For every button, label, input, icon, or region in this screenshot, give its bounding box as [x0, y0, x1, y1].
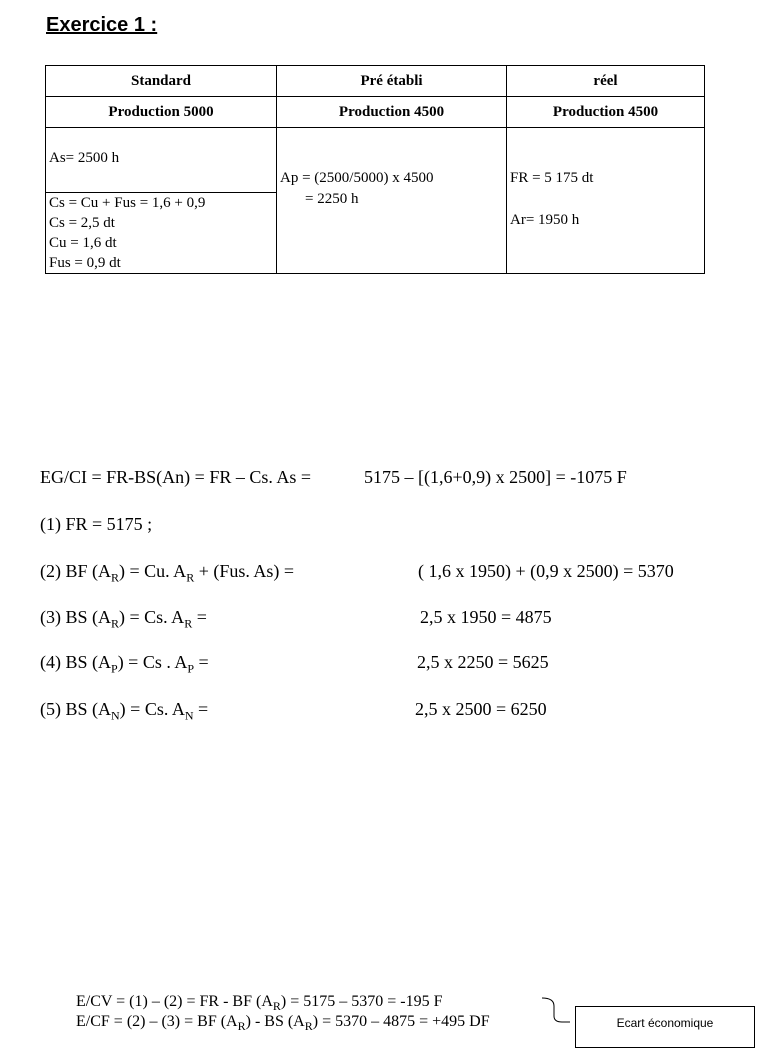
standard-table [45, 65, 705, 274]
standard-cell [46, 128, 277, 274]
ecart-economique-box: Ecart économique [575, 1006, 755, 1048]
equation-5: (5) BS $(A_N) = Cs$. $A_N$ = [40, 699, 209, 723]
equation-2: (2) BF $(A_R) = Cu$. $A_R + (Fus$. As) = [40, 561, 295, 585]
table-header-row [46, 66, 705, 97]
standard-line: Cs = 2,5 dt [49, 215, 115, 231]
standard-line: Fus = 0,9 dt [49, 255, 121, 271]
subheader-reel: Production 4500 [507, 97, 705, 128]
equation-1: (1) FR = 5175 ; [40, 514, 153, 534]
reel-line: FR = 5 175 dt [510, 170, 594, 186]
standard-line: Cs = Cu + Fus = 1,6 + 0,9 [49, 195, 206, 211]
header-reel: réel [507, 66, 705, 97]
table-body-row [46, 128, 705, 274]
header-standard: Standard [46, 66, 277, 97]
subheader-standard: Production 5000 [46, 97, 277, 128]
equation-3: (3) BS $(A_R) = Cs$. $A_R$ = [40, 607, 207, 631]
header-preetabli: Pré établi [277, 66, 507, 97]
preetabli-cell [277, 128, 507, 274]
exercise-title: Exercice 1 : [46, 14, 158, 36]
equation-eg-value: 5175 – [(1,6+0,9) x 2500] = -1075 F [364, 467, 627, 487]
standard-line: Cu = 1,6 dt [49, 235, 117, 251]
preetabli-line: Ap = (2500/5000) x 4500 [280, 170, 434, 186]
brace-connector [540, 996, 570, 1036]
equation-eg: EG/CI = FR-BS(An) = FR – Cs. As = [40, 467, 312, 487]
equation-4-value: 2,5 x 2250 = 5625 [417, 652, 549, 672]
reel-cell [507, 128, 705, 274]
table-subheader-row [46, 97, 705, 128]
standard-as: As= 2500 h [49, 150, 120, 166]
reel-line: Ar= 1950 h [510, 212, 580, 228]
equation-3-value: 2,5 x 1950 = 4875 [420, 607, 552, 627]
standard-as-box [46, 128, 276, 193]
equation-2-value: ( 1,6 x 1950) + (0,9 x 2500) = 5370 [418, 561, 674, 581]
preetabli-line: = 2250 h [305, 191, 359, 207]
subheader-preetabli: Production 4500 [277, 97, 507, 128]
equation-ecv: E/CV = (1) – (2) = FR - BF $(A_R) = 5175 - 5370 = -195$ F [76, 993, 443, 1014]
equation-ecf: E/CF = (2) – (3) = BF $(A_R)$ - BS $(A_R) = 5370 - 4875 = +495$ DF [76, 1013, 490, 1034]
equation-4: (4) BS $(A_P) = Cs$ . $A_P$ = [40, 652, 209, 676]
equation-5-value: 2,5 x 2500 = 6250 [415, 699, 547, 719]
